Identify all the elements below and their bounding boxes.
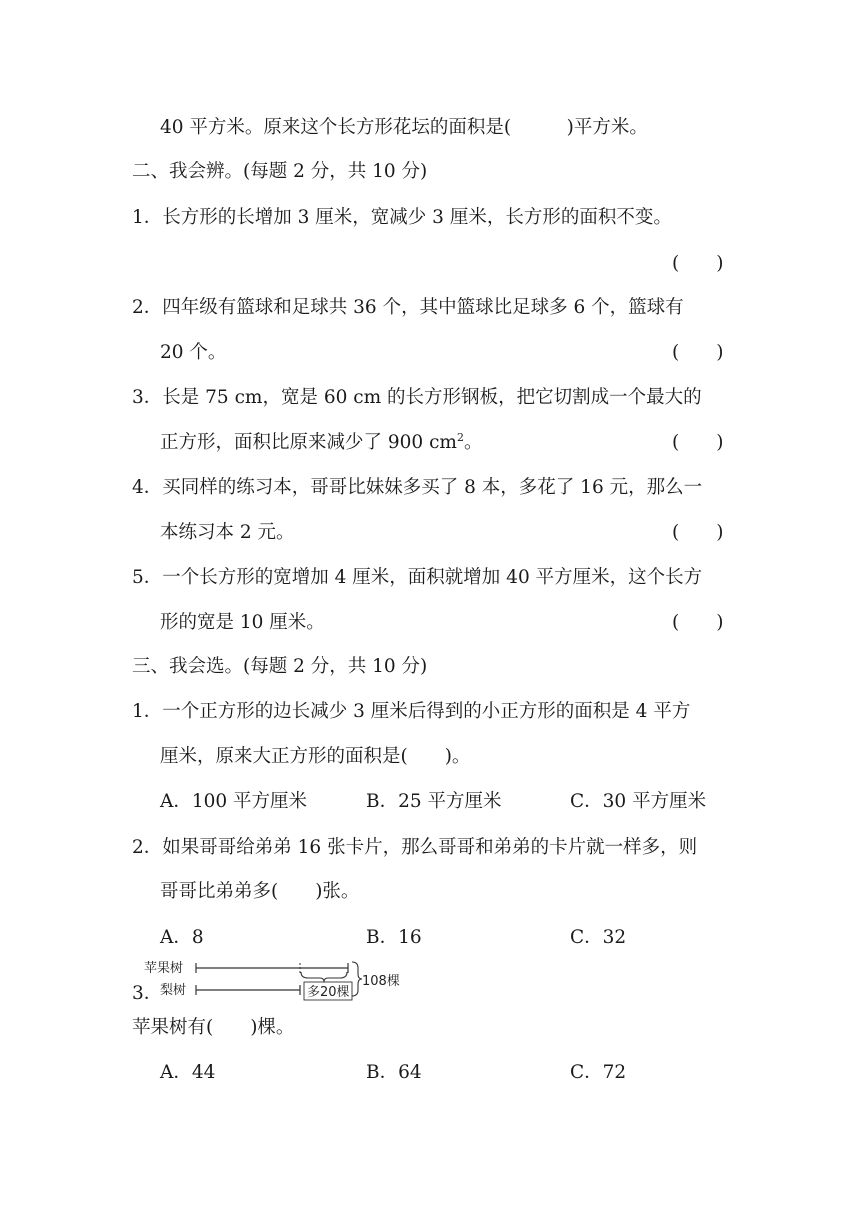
difference-brace xyxy=(301,972,347,982)
s2-q5-line1: 5．一个长方形的宽增加 4 厘米，面积就增加 40 平方厘米，这个长方 xyxy=(132,567,703,588)
diagram-label-pear: 梨树 xyxy=(160,983,187,998)
s3-q1-line2: 厘米，原来大正方形的面积是( )。 xyxy=(160,746,471,767)
s3-q1-option-c[interactable]: C．30 平方厘米 xyxy=(570,791,707,812)
s2-q2-line1: 2．四年级有篮球和足球共 36 个，其中篮球比足球多 6 个，篮球有 xyxy=(132,297,684,318)
s3-q3-question: 苹果树有( )棵。 xyxy=(132,1017,295,1038)
s2-q3-superscript: 2 xyxy=(456,430,464,444)
s3-q2-option-b[interactable]: B．16 xyxy=(366,927,422,948)
s3-q1-option-b[interactable]: B．25 平方厘米 xyxy=(366,791,502,812)
section2-heading: 二、我会辨。(每题 2 分，共 10 分) xyxy=(132,161,428,182)
s3-q3-option-c[interactable]: C．72 xyxy=(570,1062,627,1083)
diagram-total-label: 108棵 xyxy=(362,974,400,989)
s2-q4-answer-paren[interactable]: ( ) xyxy=(672,522,724,543)
s2-q5-answer-paren[interactable]: ( ) xyxy=(672,612,724,633)
tree-count-diagram xyxy=(140,958,410,1004)
s2-q1-answer-paren[interactable]: ( ) xyxy=(672,253,724,274)
s2-q2-answer-paren[interactable]: ( ) xyxy=(672,342,724,363)
s2-q3-answer-paren[interactable]: ( ) xyxy=(672,432,724,453)
s2-q5-line2: 形的宽是 10 厘米。 xyxy=(160,612,325,633)
s2-q1-line1: 1．长方形的长增加 3 厘米，宽减少 3 厘米，长方形的面积不变。 xyxy=(132,207,672,228)
s2-q3-line2-text: 正方形，面积比原来减少了 900 cm xyxy=(160,432,457,453)
s2-q4-line1: 4．买同样的练习本，哥哥比妹妹多买了 8 本，多花了 16 元，那么一 xyxy=(132,477,703,498)
s3-q2-option-c[interactable]: C．32 xyxy=(570,927,627,948)
s3-q3-number: 3． xyxy=(132,983,163,1004)
s2-q4-line2: 本练习本 2 元。 xyxy=(160,522,295,543)
s3-q3-option-b[interactable]: B．64 xyxy=(366,1062,422,1083)
s3-q1-line1: 1．一个正方形的边长减少 3 厘米后得到的小正方形的面积是 4 平方 xyxy=(132,701,691,722)
s3-q2-line2: 哥哥比弟弟多( )张。 xyxy=(160,881,360,902)
s3-q2-line1: 2．如果哥哥给弟弟 16 张卡片，那么哥哥和弟弟的卡片就一样多，则 xyxy=(132,837,698,858)
carry-over-line: 40 平方米。原来这个长方形花坛的面积是( )平方米。 xyxy=(160,117,648,138)
s2-q3-line2 xyxy=(160,431,483,455)
diagram-label-apple: 苹果树 xyxy=(144,961,184,976)
s3-q2-option-a[interactable]: A．8 xyxy=(160,927,204,948)
total-brace xyxy=(352,962,362,996)
s2-q3-line2-end: 。 xyxy=(463,432,483,453)
s2-q2-line2: 20 个。 xyxy=(160,342,227,363)
s3-q1-option-a[interactable]: A．100 平方厘米 xyxy=(160,791,308,812)
s3-q3-option-a[interactable]: A．44 xyxy=(160,1062,216,1083)
section3-heading: 三、我会选。(每题 2 分，共 10 分) xyxy=(132,656,428,677)
s2-q3-line1: 3．长是 75 cm，宽是 60 cm 的长方形钢板，把它切割成一个最大的 xyxy=(132,387,702,408)
diagram-diff-label: 多20棵 xyxy=(307,985,350,1000)
